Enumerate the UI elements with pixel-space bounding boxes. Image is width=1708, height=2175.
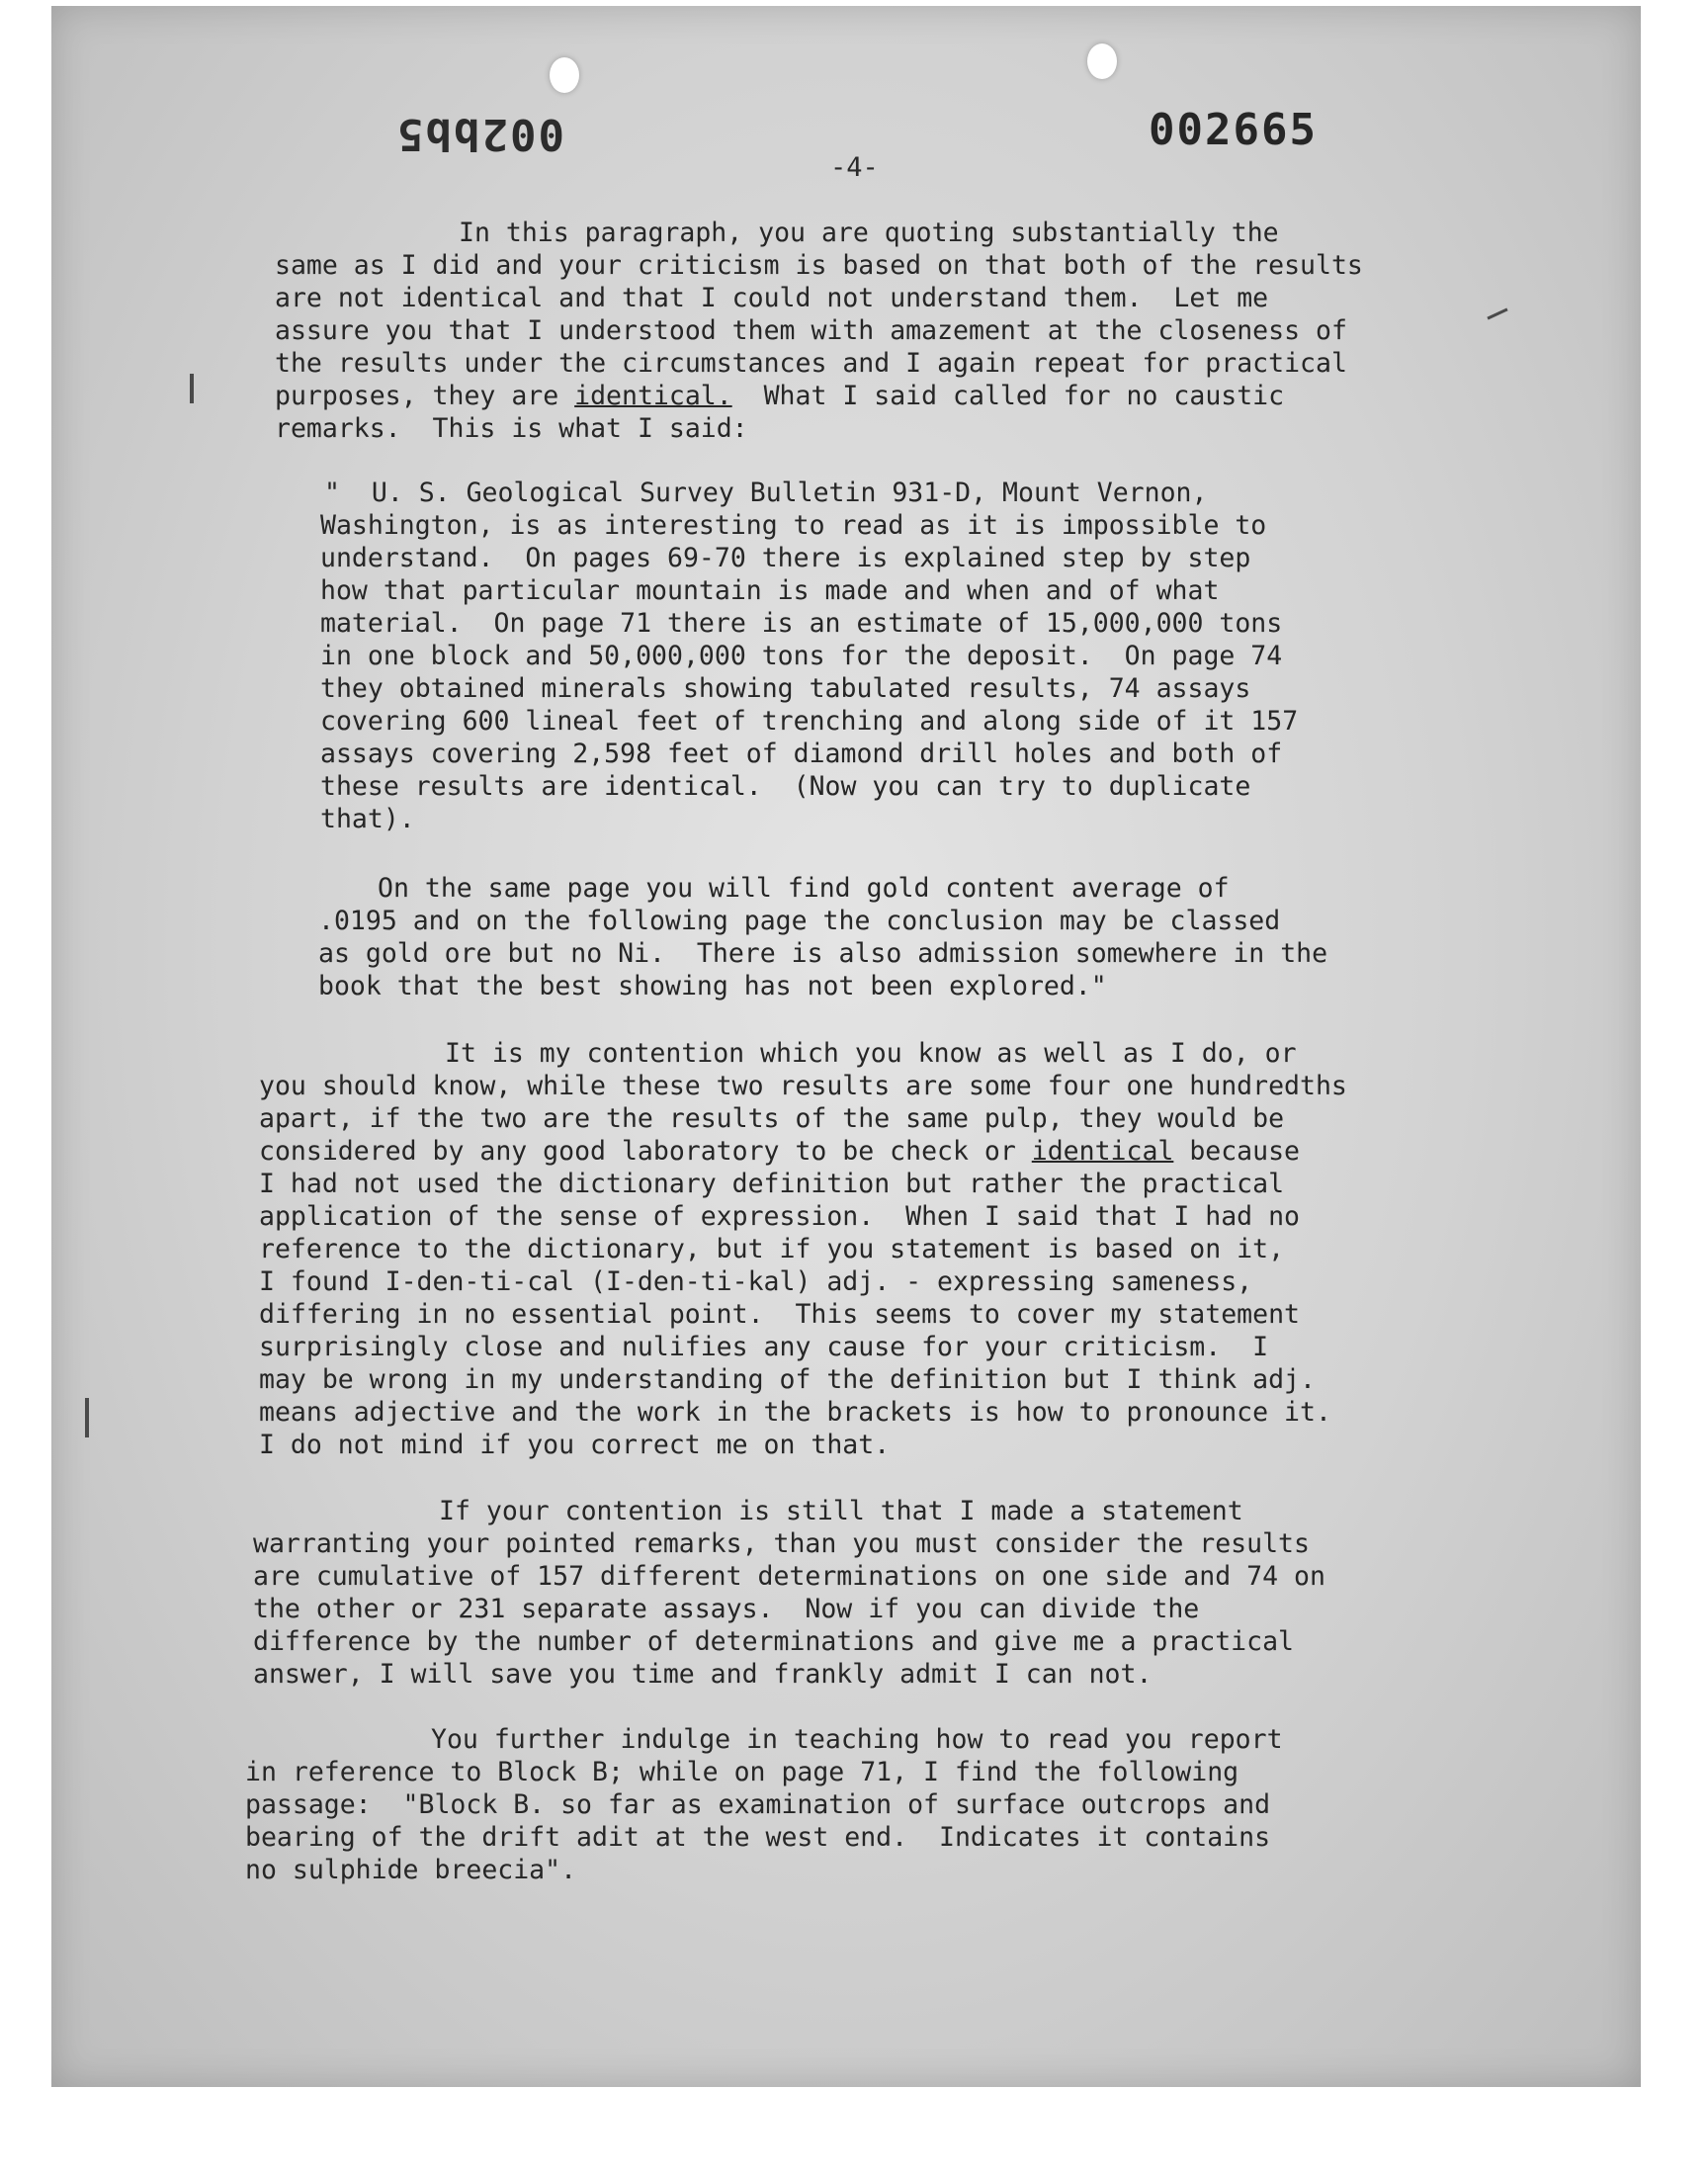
text-line: assure you that I understood them with amazement at the closeness of: [275, 315, 1347, 346]
text-line: the other or 231 separate assays. Now if you can divide the: [253, 1594, 1200, 1624]
text-line: " U. S. Geological Survey Bulletin 931-D, Mount Vernon,: [324, 478, 1208, 508]
underlined-word: identical.: [574, 381, 732, 411]
text-line: you should know, while these two results are some four one hundredths: [259, 1071, 1347, 1101]
text-line: If your contention is still that I made a statement: [439, 1496, 1243, 1526]
text-line: book that the best showing has not been explored.": [318, 971, 1107, 1001]
text-line: It is my contention which you know as well as I do, or: [445, 1038, 1297, 1069]
text-line: means adjective and the work in the brackets is how to pronounce it.: [259, 1397, 1331, 1428]
page-number: -4-: [830, 152, 879, 183]
text-line: in reference to Block B; while on page 71, I find the following: [245, 1757, 1239, 1787]
stamp-number-right: 002665: [1149, 105, 1318, 155]
text-line: in one block and 50,000,000 tons for the deposit. On page 74: [320, 641, 1283, 671]
text-line: .0195 and on the following page the conclusion may be classed: [318, 906, 1281, 936]
text-line: difference by the number of determinations and give me a practical: [253, 1626, 1294, 1657]
text-segment: What I said called for no caustic: [731, 381, 1285, 411]
text-line: reference to the dictionary, but if you statement is based on it,: [259, 1234, 1285, 1264]
text-line: In this paragraph, you are quoting substantially the: [459, 218, 1279, 248]
text-line: answer, I will save you time and frankly admit I can not.: [253, 1659, 1153, 1690]
text-line: assays covering 2,598 feet of diamond drill holes and both of: [320, 739, 1283, 769]
document-page: [51, 6, 1641, 2087]
text-segment: purposes, they are: [275, 381, 575, 411]
text-line: passage: "Block B. so far as examination of surface outcrops and: [245, 1789, 1271, 1820]
text-line: no sulphide breecia".: [245, 1855, 577, 1885]
scan-mark: [1487, 307, 1507, 319]
text-line: are cumulative of 157 different determinations on one side and 74 on: [253, 1561, 1325, 1592]
text-line: I found I-den-ti-cal (I-den-ti-kal) adj. - expressing sameness,: [259, 1266, 1253, 1297]
text-line: material. On page 71 there is an estimate of 15,000,000 tons: [320, 608, 1283, 639]
text-line: are not identical and that I could not understand them. Let me: [275, 283, 1269, 313]
stamp-number-left: 002bb5: [395, 109, 564, 159]
text-line: these results are identical. (Now you can try to duplicate: [320, 771, 1251, 802]
scan-mark: [85, 1398, 89, 1437]
text-line: understand. On pages 69-70 there is explained step by step: [320, 543, 1251, 573]
text-line: apart, if the two are the results of the same pulp, they would be: [259, 1103, 1285, 1134]
text-segment: because: [1173, 1136, 1300, 1167]
text-line: You further indulge in teaching how to read you report: [431, 1724, 1283, 1755]
text-line: covering 600 lineal feet of trenching and along side of it 157: [320, 706, 1299, 737]
text-line: I had not used the dictionary definition but rather the practical: [259, 1169, 1285, 1199]
punch-hole-right: [1087, 44, 1117, 79]
text-line: I do not mind if you correct me on that.: [259, 1430, 891, 1460]
text-line: as gold ore but no Ni. There is also admission somewhere in the: [318, 938, 1328, 969]
underlined-word: identical: [1031, 1136, 1174, 1167]
text-line: warranting your pointed remarks, than you must consider the results: [253, 1528, 1310, 1559]
text-line: the results under the circumstances and I again repeat for practical: [275, 348, 1347, 379]
scan-mark: [190, 374, 194, 403]
text-line: how that particular mountain is made and when and of what: [320, 575, 1220, 606]
text-line: they obtained minerals showing tabulated results, 74 assays: [320, 673, 1251, 704]
text-line: [259, 1135, 1300, 1168]
text-line: bearing of the drift adit at the west end. Indicates it contains: [245, 1822, 1271, 1853]
text-line: application of the sense of expression. When I said that I had no: [259, 1201, 1300, 1232]
text-line: same as I did and your criticism is based on that both of the results: [275, 250, 1363, 281]
text-line: Washington, is as interesting to read as it is impossible to: [320, 510, 1267, 541]
text-line: surprisingly close and nulifies any cause for your criticism. I: [259, 1332, 1269, 1362]
text-segment: considered by any good laboratory to be check or: [259, 1136, 1032, 1167]
text-line: remarks. This is what I said:: [275, 413, 748, 444]
text-line: that).: [320, 804, 415, 834]
text-line: On the same page you will find gold content average of: [378, 873, 1230, 904]
text-line: may be wrong in my understanding of the definition but I think adj.: [259, 1364, 1316, 1395]
text-line: differing in no essential point. This seems to cover my statement: [259, 1299, 1300, 1330]
text-line: [275, 380, 1284, 412]
punch-hole-left: [550, 57, 579, 93]
